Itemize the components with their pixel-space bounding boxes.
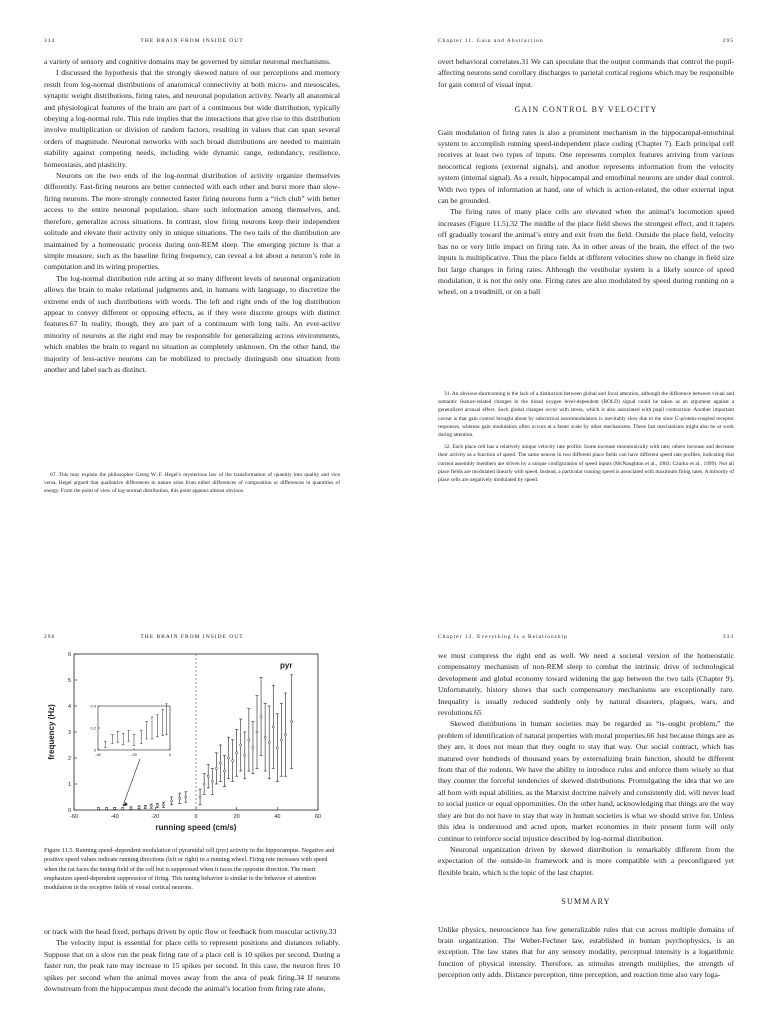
footnotes (44, 471, 340, 500)
y-tick-label: 1 (67, 782, 71, 788)
data-point (114, 807, 116, 809)
inset-pointer-arrow (123, 759, 140, 806)
footnotes (438, 390, 734, 488)
data-point (199, 796, 201, 798)
data-point (223, 770, 225, 772)
y-tick-label: 5 (67, 678, 71, 684)
body-text (438, 56, 734, 298)
running-head: THE BRAIN FROM INSIDE OUT (140, 634, 244, 640)
x-axis-label: running speed (cm/s) (155, 823, 237, 832)
data-point (219, 762, 221, 764)
paragraph: overt behavioral correlates.31 We can speculate that the output commands that control the pupil-affecting neurons send corollary discharges to parietal cortical regions which may be responsible for gain control of visual input. (438, 57, 734, 89)
data-point (264, 736, 266, 738)
page-number: 333 (722, 634, 734, 640)
page-333 (384, 512, 768, 1024)
footnote: 32. Each place cell has a relatively unique velocity rate profile. Some increase monotonically with rate; others increase and decrease their activity as a function of speed. The same neuron in two different place fields can have different speed rate profiles, indicating that current assembly members are driven by a unique configuration of speed inputs (McNaughton et al., 1983; Czurko et al., 1999). Not all place fields are modulated linearly with speed. Instead, a particular running speed is associated with maximum firing rates. A minority of place cells are negatively modulated by speed. (438, 444, 734, 484)
data-point (248, 739, 250, 741)
y-tick-label: 4 (67, 704, 71, 710)
body-text (44, 926, 340, 994)
data-point (122, 808, 124, 810)
series-label: pyr (280, 661, 293, 670)
section-heading: SUMMARY (561, 897, 611, 907)
data-point (105, 808, 107, 810)
y-tick-label: 0 (67, 808, 71, 814)
page-number: 296 (44, 634, 56, 640)
data-point (171, 800, 173, 802)
footnote: 67. This may explain the philosopher Georg W. F. Hegel’s mysterious law of the transformation of quantity into quality and vice versa. Hegel argued that qualitative differences in nature arise from either differences of composition or differences in quantities of energy. From the point of view of log-normal distribution, this point appears almost obvious. (44, 472, 340, 495)
data-point (260, 715, 262, 717)
paragraph: Unlike physics, neuroscience has few generalizable rules that cut across multiple domains of brain organization. The Weber-Fechner law, established in human psychophysics, is an exception. The law states that for any sensory modality, perceptual intensity is a logarithmic function of physical intensity. Therefore, as stimulus strength multiplies, the strength of perception only adds. Distance perception, time perception, and reaction time also vary loga- (438, 924, 734, 980)
data-point (150, 805, 152, 807)
data-point (240, 744, 242, 746)
y-axis-label: frequency (Hz) (47, 704, 56, 760)
data-point (268, 741, 270, 743)
paragraph: I discussed the hypothesis that the strongly skewed nature of our perceptions and memory result from log-normal distributions of anatomical connectivity at both micro- and mesoscales, synaptic weight distributions, firing rates, and neuronal population activity. Nearly all anatomical and physiological features of the brain are part of a continuous but wide distribution, typically obeying a log-normal rule. This rule implies that the interactions that give rise to this distribution involve multiplication or division of random factors, resulting in values that can span several orders of magnitude. Neuronal networks with such broad distributions are needed to maintain stability against competing needs, including wide dynamic range, redundancy, resilience, homeostasis, and plasticity. (44, 68, 340, 169)
body-text (438, 650, 734, 981)
page-295 (384, 0, 768, 512)
paragraph: we must compress the right end as well. We need a societal version of the homeostatic compensatory mechanism of non-REM sleep to combat the intrinsic drive of technological development and global economy toward widening the gap between the two tails (Chapter 9). Unfortunately, history shows that such compensatory mechanisms are exceptionally rare. Inequality is usually reduced suddenly only by natural disasters, plagues, wars, and revolutions.65 (438, 651, 734, 718)
x-tick-label: 20 (233, 814, 240, 820)
paragraph: Neurons on the two ends of the log-normal distribution of activity organize themselves differently. Fast-firing neurons are better connected with each other and burst more than slow-firing neurons. The more strongly connected faster firing neurons form a “rich club” with better access to the entire neuronal population, share such information among themselves, and, therefore, generalize across situations. In contrast, slow firing neurons keep their independent solitude and elevate their activity only in unique situations. The two tails of the distribution are maintained by a homeostatic process during non-REM sleep. The emerging picture is that a simple measure, such as the baseline firing frequency, can reveal a lot about a neuron’s role in computation and its wiring properties. (44, 171, 340, 272)
running-head: THE BRAIN FROM INSIDE OUT (140, 38, 244, 44)
data-point (179, 797, 181, 799)
data-point (97, 808, 99, 810)
figure-caption (44, 846, 340, 892)
inset-y-tick-label: 0 (93, 747, 96, 753)
footnote: 31. An obvious shortcoming is the lack of a distinction between global and focal attention, although the difference between visual and semantic feature-related changes in the blood oxygen level-dependent (BOLD) signal could be taken as an argument against a generalized arousal effect. Such global changes occur with stress, which is also associated with pupil contraction. Another important caveat is that gain control brought about by subcortical neuromodulators is inevitably slow due to the slow G-protein-coupled receptor responses, whereas gain modulation often occurs at a faster scale by other mechanisms. These fast mechanisms might also be at work during attention. (438, 391, 734, 439)
paragraph: Neuronal organization driven by skewed distribution is remarkably different from the expectation of the outside-in framework and is more compatible with a preconfigured yet flexible brain, which is the topic of the last chapter. (438, 844, 734, 877)
data-point (156, 804, 158, 806)
y-tick-label: 3 (67, 730, 71, 736)
x-tick-label: 40 (274, 814, 281, 820)
data-point (252, 747, 254, 749)
running-head: Chapter 12. Everything Is a Relationship (438, 634, 568, 640)
paragraph: The firing rates of many place cells are elevated when the animal’s locomotion speed increases (Figure 11.5).32 The middle of the place field shows the strongest effect, and it tapers off gradually toward the animal’s entry and exit from the field. Outside the place field, velocity has no or very little impact on firing rate. As in other areas of the brain, the effect of the two inputs is multiplicative. Thus the place fields at different velocities show no change in field size but large changes in firing rates. Although the vestibular system is a likely source of speed modulation, it is not the only one. Firing rates are also modulated by speed during running on a wheel, on a treadmill, or on a ball (438, 207, 734, 297)
data-point (284, 734, 286, 736)
x-tick-label: 0 (194, 814, 198, 820)
paragraph: a variety of sensory and cognitive domains may be governed by similar neuronal mechanisms. (44, 57, 331, 66)
data-point (280, 739, 282, 741)
data-point (211, 780, 213, 782)
data-point (162, 804, 164, 806)
data-point (272, 726, 274, 728)
body-text (44, 56, 340, 375)
data-point (256, 731, 258, 733)
data-point (236, 752, 238, 754)
inset-x-tick-label: -40 (95, 752, 101, 757)
inset-x-tick-label: 0 (168, 752, 172, 757)
x-tick-label: 60 (314, 814, 322, 820)
data-point (227, 757, 229, 759)
paragraph: Gain modulation of firing rates is also a prominent mechanism in the hippocampal-entorhinal system to accomplish running speed-independent place coding (Chapter 7). Each principal cell receives at least two types of inputs. One represents complex features arriving from various neocortical regions (external signals), and another represents information from the velocity system (internal signal). As a result, hippocampal and entorhinal neurons are under dual control. With two types of information at hand, one of which is action-related, the other external input can be grounded. (438, 127, 734, 206)
inset-x-tick-label: -20 (131, 752, 137, 757)
inset-y-tick-label: 0.2 (90, 725, 96, 731)
running-head: Chapter 11. Gain and Abstraction (438, 38, 544, 44)
paragraph: The log-normal distribution rule acting at so many different levels of neuronal organization allows the brain to make relational judgments and, in humans with language, to discretize the extreme ends of such distributions with words. The left and right ends of the log distribution appear to convey different or opposing effects, as if they were discrete groups with distinct features.67 In reality, though, they are part of a continuum with long tails. An ever-active minority of neurons at the right end may be responsible for generalizing across environments, which enables the brain to regard no situation as completely unknown. On the other hand, the majority of less-active neurons can be mobilized to precisely distinguish one situation from another and label each as distinct. (44, 273, 340, 374)
y-tick-label: 2 (67, 756, 71, 762)
page-296 (0, 512, 384, 1024)
caption-text: Figure 11.5. Running speed–dependent modulation of pyramidal cell (pyr) activity in the hippocampus. Negative and positive speed values indicate running directions (left or right) in a running wheel. Firing rate increases with speed when the rat faces the tuning field of the cell but is suppressed when it faces the opposite direction. The insert emphasizes speed-dependent suppression of firing. This tuning behavior is similar to the behavior of attention modulation in the receptive fields of visual cortical neurons. (44, 847, 335, 892)
data-point (276, 747, 278, 749)
page-number: 295 (722, 38, 734, 44)
page-number: 334 (44, 38, 56, 44)
data-point (207, 775, 209, 777)
x-tick-label: -40 (110, 814, 119, 820)
section-heading: GAIN CONTROL BY VELOCITY (514, 105, 658, 115)
paragraph: Skewed distributions in human societies may be regarded as “is–ought problem,” the problem of identification of natural properties with moral properties.66 Just because things are as they are, it does not mean that they ought to stay that way. Our social contract, which has matured over hundreds of thousand years by externalizing brain function, should be different from that of the rodents. We have the ability to introduce rules and enforce them wisely so that they counter the forceful tendencies of skewed distributions. Promulgating the idea that we are all born with equal abilities, as the Marxist doctrine naïvely and consistently did, will never lead to social justice or equal opportunities. On the other hand, acknowledging that things are the way they are but do not have to stay that way in human societies is what we should strive for. Unless this idea is understood and acted upon, market economies in their present form will only continue to reinforce social injustice described by log-normal distribution. (438, 719, 734, 843)
data-point (130, 807, 132, 809)
figure-11-5-chart (44, 644, 344, 844)
page-334 (0, 0, 384, 512)
inset-y-tick-label: 0.4 (90, 703, 96, 709)
data-point (138, 806, 140, 808)
data-point (232, 760, 234, 762)
data-point (215, 767, 217, 769)
data-point (144, 806, 146, 808)
x-tick-label: -60 (70, 814, 78, 820)
data-point (185, 796, 187, 798)
paragraph: The velocity input is essential for place cells to represent positions and distances reliably. Suppose that on a slow run the peak firing rate of a place cell is 10 spikes per second. During a faster run, the peak rate may increase to 15 spikes per second. In this case, the neuron fires 10 spikes per second when the animal moves away from the area of peak firing.34 If neurons downstream from the hippocampus must decode the animal’s location from firing rate alone, (44, 938, 340, 994)
paragraph: or track with the head fixed, perhaps driven by optic flow or feedback from muscular activity.33 (44, 927, 337, 936)
data-point (203, 783, 205, 785)
x-tick-label: -20 (151, 814, 160, 820)
y-tick-label: 6 (67, 652, 71, 658)
data-point (290, 721, 292, 723)
data-point (244, 754, 246, 756)
